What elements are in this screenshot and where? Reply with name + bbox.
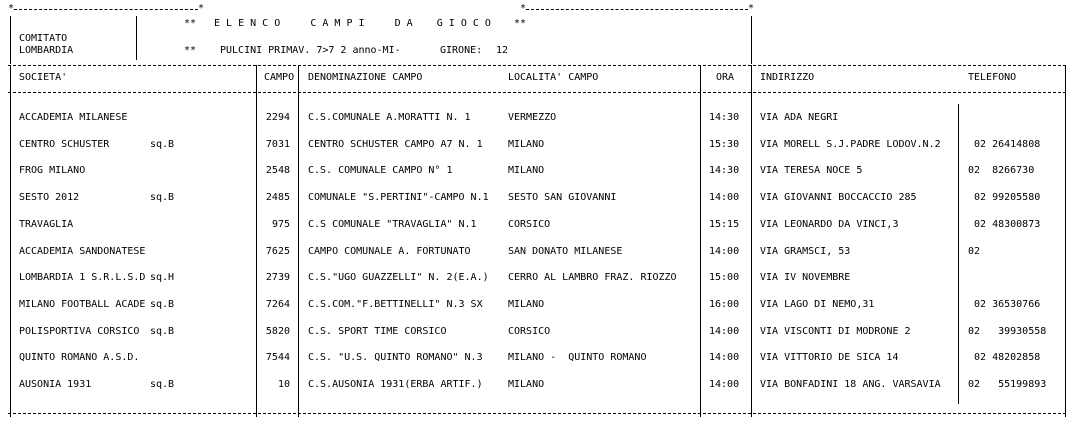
cell-ora: 14:00 (709, 326, 740, 337)
cell-squadra: sq.B (150, 139, 175, 150)
col-header-ora: ORA (716, 72, 735, 83)
category-stars: ** (184, 45, 197, 56)
cell-ora: 15:15 (709, 219, 740, 230)
girone-value: 12 (496, 45, 509, 56)
col-header-campo: CAMPO (264, 72, 295, 83)
cell-ora: 14:00 (709, 192, 740, 203)
col-header-telefono: TELEFONO (968, 72, 1017, 83)
girone-label: GIRONE: (440, 45, 483, 56)
col-divider (700, 65, 701, 417)
cell-denominazione: C.S."UGO GUAZZELLI" N. 2(E.A.) (308, 272, 489, 283)
cell-denominazione: C.S.COMUNALE A.MORATTI N. 1 (308, 112, 471, 123)
cell-campo: 7031 (265, 139, 290, 150)
cell-societa: CENTRO SCHUSTER (19, 139, 110, 150)
cell-indirizzo: VIA VISCONTI DI MODRONE 2 (760, 326, 911, 337)
col-header-indirizzo: INDIRIZZO (760, 72, 815, 83)
cell-squadra: sq.H (150, 272, 175, 283)
cell-indirizzo: VIA IV NOVEMBRE (760, 272, 851, 283)
cell-localita: CORSICO (508, 326, 551, 337)
col-divider (298, 65, 299, 417)
col-divider (958, 104, 959, 404)
cell-campo: 10 (277, 379, 290, 390)
col-header-societa: SOCIETA' (19, 72, 68, 83)
cell-telefono: 02 99205580 (968, 192, 1041, 203)
col-header-localita: LOCALITA' CAMPO (508, 72, 599, 83)
cell-denominazione: C.S.COM."F.BETTINELLI" N.3 SX (308, 299, 483, 310)
col-divider (751, 65, 752, 417)
header-box-mid (136, 16, 137, 60)
cell-societa: LOMBARDIA 1 S.R.L.S.D (19, 272, 146, 283)
title-stars: ** (184, 18, 197, 29)
cell-ora: 16:00 (709, 299, 740, 310)
cell-indirizzo: VIA TERESA NOCE 5 (760, 165, 863, 176)
cell-societa: AUSONIA 1931 (19, 379, 92, 390)
cell-campo: 7544 (265, 352, 290, 363)
cell-localita: CERRO AL LAMBRO FRAZ. RIOZZO (508, 272, 677, 283)
cell-campo: 7625 (265, 246, 290, 257)
cell-indirizzo: VIA VITTORIO DE SICA 14 (760, 352, 899, 363)
table-top-rule (8, 65, 1066, 66)
cell-telefono: 02 26414808 (968, 139, 1041, 150)
corner-mark: * (198, 3, 205, 14)
cell-squadra: sq.B (150, 192, 175, 203)
cell-telefono: 02 48202858 (968, 352, 1041, 363)
cell-localita: MILANO (508, 139, 545, 150)
cell-indirizzo: VIA LEONARDO DA VINCI,3 (760, 219, 899, 230)
cell-societa: TRAVAGLIA (19, 219, 74, 230)
cell-campo: 2548 (265, 165, 290, 176)
cell-telefono: 02 36530766 (968, 299, 1041, 310)
cell-denominazione: CAMPO COMUNALE A. FORTUNATO (308, 246, 471, 257)
cell-localita: SESTO SAN GIOVANNI (508, 192, 617, 203)
cell-campo: 2739 (265, 272, 290, 283)
cell-squadra: sq.B (150, 326, 175, 337)
cell-societa: FROG MILANO (19, 165, 86, 176)
cell-denominazione: C.S.AUSONIA 1931(ERBA ARTIF.) (308, 379, 483, 390)
cell-localita: VERMEZZO (508, 112, 557, 123)
cell-campo: 2485 (265, 192, 290, 203)
cell-localita: MILANO - QUINTO ROMANO (508, 352, 647, 363)
cell-squadra: sq.B (150, 299, 175, 310)
cell-ora: 14:30 (709, 165, 740, 176)
cell-indirizzo: VIA BONFADINI 18 ANG. VARSAVIA (760, 379, 941, 390)
cell-denominazione: C.S. COMUNALE CAMPO N° 1 (308, 165, 453, 176)
cell-indirizzo: VIA GIOVANNI BOCCACCIO 285 (760, 192, 917, 203)
cell-telefono: 02 39930558 (968, 326, 1047, 337)
cell-telefono: 02 (968, 246, 981, 257)
cell-campo: 5820 (265, 326, 290, 337)
cell-societa: SESTO 2012 (19, 192, 80, 203)
cell-ora: 14:00 (709, 246, 740, 257)
cell-localita: CORSICO (508, 219, 551, 230)
cell-ora: 14:30 (709, 112, 740, 123)
category-label: PULCINI PRIMAV. 7>7 2 anno-MI- (220, 45, 401, 56)
cell-localita: MILANO (508, 299, 545, 310)
cell-campo: 975 (271, 219, 290, 230)
cell-societa: POLISPORTIVA CORSICO (19, 326, 140, 337)
cell-ora: 14:00 (709, 352, 740, 363)
page-title: E L E N C O C A M P I D A G I O C O (214, 18, 491, 29)
region-name: LOMBARDIA (19, 45, 74, 56)
table-bottom-rule (8, 413, 1066, 414)
corner-mark: * (748, 3, 755, 14)
cell-societa: ACCADEMIA MILANESE (19, 112, 128, 123)
cell-denominazione: C.S. "U.S. QUINTO ROMANO" N.3 (308, 352, 483, 363)
cell-indirizzo: VIA GRAMSCI, 53 (760, 246, 851, 257)
cell-campo: 7264 (265, 299, 290, 310)
top-rule-left (14, 9, 198, 10)
cell-indirizzo: VIA LAGO DI NEMO,31 (760, 299, 875, 310)
header-box-right (751, 16, 752, 64)
cell-localita: MILANO (508, 379, 545, 390)
cell-ora: 15:30 (709, 139, 740, 150)
comitato-label: COMITATO (19, 33, 68, 44)
cell-indirizzo: VIA ADA NEGRI (760, 112, 839, 123)
cell-telefono: 02 48300873 (968, 219, 1041, 230)
col-header-denominazione: DENOMINAZIONE CAMPO (308, 72, 423, 83)
cell-denominazione: CENTRO SCHUSTER CAMPO A7 N. 1 (308, 139, 483, 150)
cell-societa: QUINTO ROMANO A.S.D. (19, 352, 140, 363)
cell-localita: MILANO (508, 165, 545, 176)
header-box-left (10, 16, 11, 64)
cell-denominazione: C.S COMUNALE "TRAVAGLIA" N.1 (308, 219, 477, 230)
cell-telefono: 02 55199893 (968, 379, 1047, 390)
cell-localita: SAN DONATO MILANESE (508, 246, 623, 257)
cell-denominazione: COMUNALE "S.PERTINI"-CAMPO N.1 (308, 192, 489, 203)
col-divider (10, 65, 11, 417)
col-divider (1065, 65, 1066, 417)
cell-denominazione: C.S. SPORT TIME CORSICO (308, 326, 447, 337)
corner-mark: * (8, 3, 15, 14)
cell-telefono: 02 8266730 (968, 165, 1035, 176)
corner-mark: * (520, 3, 527, 14)
cell-societa: MILANO FOOTBALL ACADE (19, 299, 146, 310)
cell-ora: 15:00 (709, 272, 740, 283)
title-stars-end: ** (514, 18, 527, 29)
header-bottom-rule (8, 92, 1066, 93)
cell-squadra: sq.B (150, 379, 175, 390)
cell-campo: 2294 (265, 112, 290, 123)
top-rule-right (526, 9, 748, 10)
cell-ora: 14:00 (709, 379, 740, 390)
cell-indirizzo: VIA MORELL S.J.PADRE LODOV.N.2 (760, 139, 941, 150)
cell-societa: ACCADEMIA SANDONATESE (19, 246, 146, 257)
